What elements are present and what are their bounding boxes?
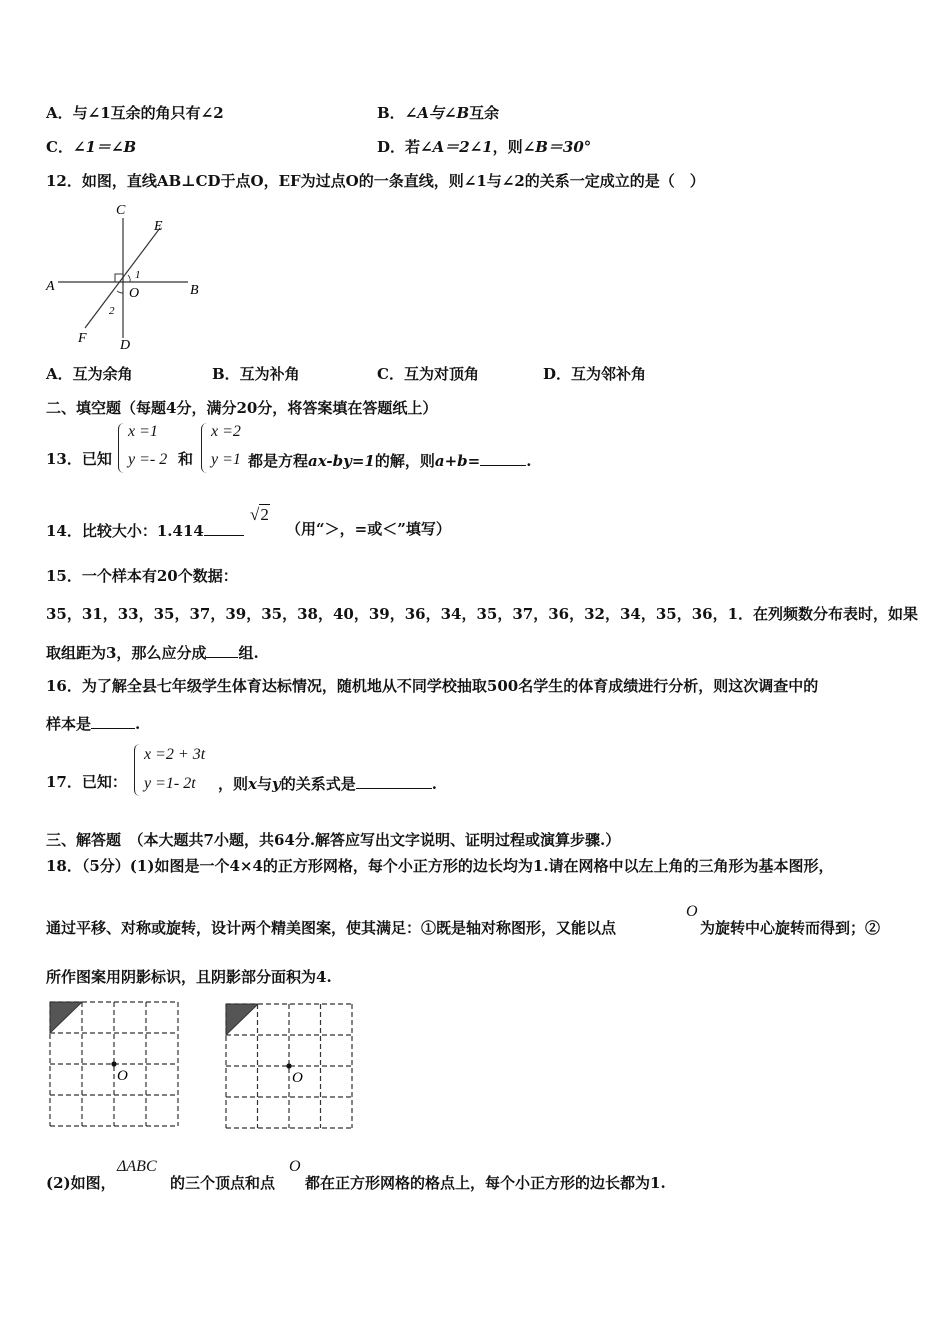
q11-option-b: B．∠A与∠B互余 bbox=[377, 104, 500, 122]
q12-option-c: C．互为对顶角 bbox=[377, 365, 479, 383]
q18-part2-mid: 的三个顶点和点 bbox=[170, 1174, 276, 1192]
q18-part2-prefix: (2)如图， bbox=[46, 1174, 116, 1192]
q16-answer-blank[interactable] bbox=[91, 712, 135, 729]
angle-2-label: 2 bbox=[109, 305, 115, 317]
q18-line2b: 为旋转中心旋转而得到；② bbox=[700, 919, 881, 937]
label-a: A bbox=[46, 279, 55, 294]
angle-1-label: 1 bbox=[135, 269, 141, 281]
grid-1-label-o: O bbox=[117, 1068, 128, 1084]
q15-line3: 取组距为3，那么应分成 组. bbox=[46, 641, 259, 663]
q13-system-2-eq2: y =1 bbox=[211, 451, 241, 468]
q13-text: 都是方程ax-by=1的解，则a+b= . bbox=[248, 449, 531, 471]
q14-text: 14．比较大小：1.414 bbox=[46, 519, 244, 541]
q13-brace-1 bbox=[118, 423, 125, 473]
q12-figure bbox=[40, 198, 220, 358]
q13-and: 和 bbox=[178, 450, 194, 468]
q13-system-1-eq1: x =1 bbox=[128, 423, 158, 440]
q13-answer-blank[interactable] bbox=[480, 449, 526, 466]
q18-grid-2 bbox=[220, 998, 362, 1134]
q17-text: ，则x与y的关系式是 . bbox=[218, 772, 437, 794]
q17-system-eq1: x =2 + 3t bbox=[144, 746, 206, 763]
q14-answer-blank[interactable] bbox=[204, 519, 244, 536]
q17-prefix: 17．已知： bbox=[46, 773, 127, 791]
q13-system-1-eq2: y =- 2 bbox=[128, 451, 168, 468]
label-b: B bbox=[190, 283, 199, 298]
q12-stem: 12．如图，直线AB⊥CD于点O，EF为过点O的一条直线，则∠1与∠2的关系一定成立的是（ ） bbox=[46, 172, 705, 190]
label-f: F bbox=[78, 331, 87, 346]
q16-line1: 16．为了解全县七年级学生体育达标情况，随机地从不同学校抽取500名学生的体育成绩进行分析，则这次调查中的 bbox=[46, 677, 819, 695]
q13-brace-2 bbox=[201, 423, 208, 473]
section3-title: 三、解答题 （本大题共7小题，共64分.解答应写出文字说明、证明过程或演算步骤.） bbox=[46, 831, 621, 849]
q11-option-c: C．∠1＝∠B bbox=[46, 138, 137, 156]
label-d: D bbox=[120, 338, 131, 353]
q18-part2-point-o: O bbox=[289, 1158, 301, 1175]
section2-title: 二、填空题（每题4分，满分20分，将答案填在答题纸上） bbox=[46, 399, 438, 417]
q15-stem: 15．一个样本有20个数据： bbox=[46, 567, 238, 585]
q11-option-a: A．与∠1互余的角只有∠2 bbox=[46, 104, 224, 122]
q15-answer-blank[interactable] bbox=[206, 641, 238, 658]
q18-triangle-abc: ΔABC bbox=[117, 1158, 157, 1175]
q18-point-o: O bbox=[686, 903, 698, 920]
q18-line1: 18．（5分）(1)如图是一个4×4的正方形网格，每个小正方形的边长均为1.请在网格中以左上角的三角形为基本图形， bbox=[46, 857, 834, 875]
q17-answer-blank[interactable] bbox=[356, 772, 432, 789]
grid-2-label-o: O bbox=[292, 1070, 303, 1086]
q14-sqrt: √2 bbox=[250, 505, 269, 524]
q11-option-d: D．若∠A＝2∠1，则∠B＝30° bbox=[377, 138, 592, 156]
q14-instructions: （用“＞，=或＜”填写） bbox=[286, 520, 451, 538]
q17-system-eq2: y =1- 2t bbox=[144, 775, 196, 792]
q15-data: 35，31，33，35，37，39，35，38，40，39，36，34，35，37，36，32，34，35，36，1．在列频数分布表时，如果 bbox=[46, 605, 919, 623]
label-o: O bbox=[129, 286, 140, 301]
q18-grid-1 bbox=[44, 998, 186, 1134]
q18-part2-suffix: 都在正方形网格的格点上，每个小正方形的边长都为1. bbox=[305, 1174, 666, 1192]
q18-line2a: 通过平移、对称或旋转，设计两个精美图案，使其满足：①既是轴对称图形，又能以点 bbox=[46, 919, 617, 937]
q18-line3: 所作图案用阴影标识，且阴影部分面积为4. bbox=[46, 968, 332, 986]
center-point-o bbox=[111, 1061, 116, 1066]
label-e: E bbox=[154, 219, 163, 234]
q12-option-a: A．互为余角 bbox=[46, 365, 133, 383]
label-c: C bbox=[116, 203, 126, 218]
q13-prefix: 13．已知 bbox=[46, 450, 112, 468]
q12-option-d: D．互为邻补角 bbox=[543, 365, 647, 383]
q13-system-2-eq1: x =2 bbox=[211, 423, 241, 440]
center-point-o bbox=[286, 1063, 291, 1068]
q16-line2: 样本是 . bbox=[46, 712, 140, 734]
q12-option-b: B．互为补角 bbox=[212, 365, 300, 383]
q17-brace bbox=[134, 744, 141, 796]
